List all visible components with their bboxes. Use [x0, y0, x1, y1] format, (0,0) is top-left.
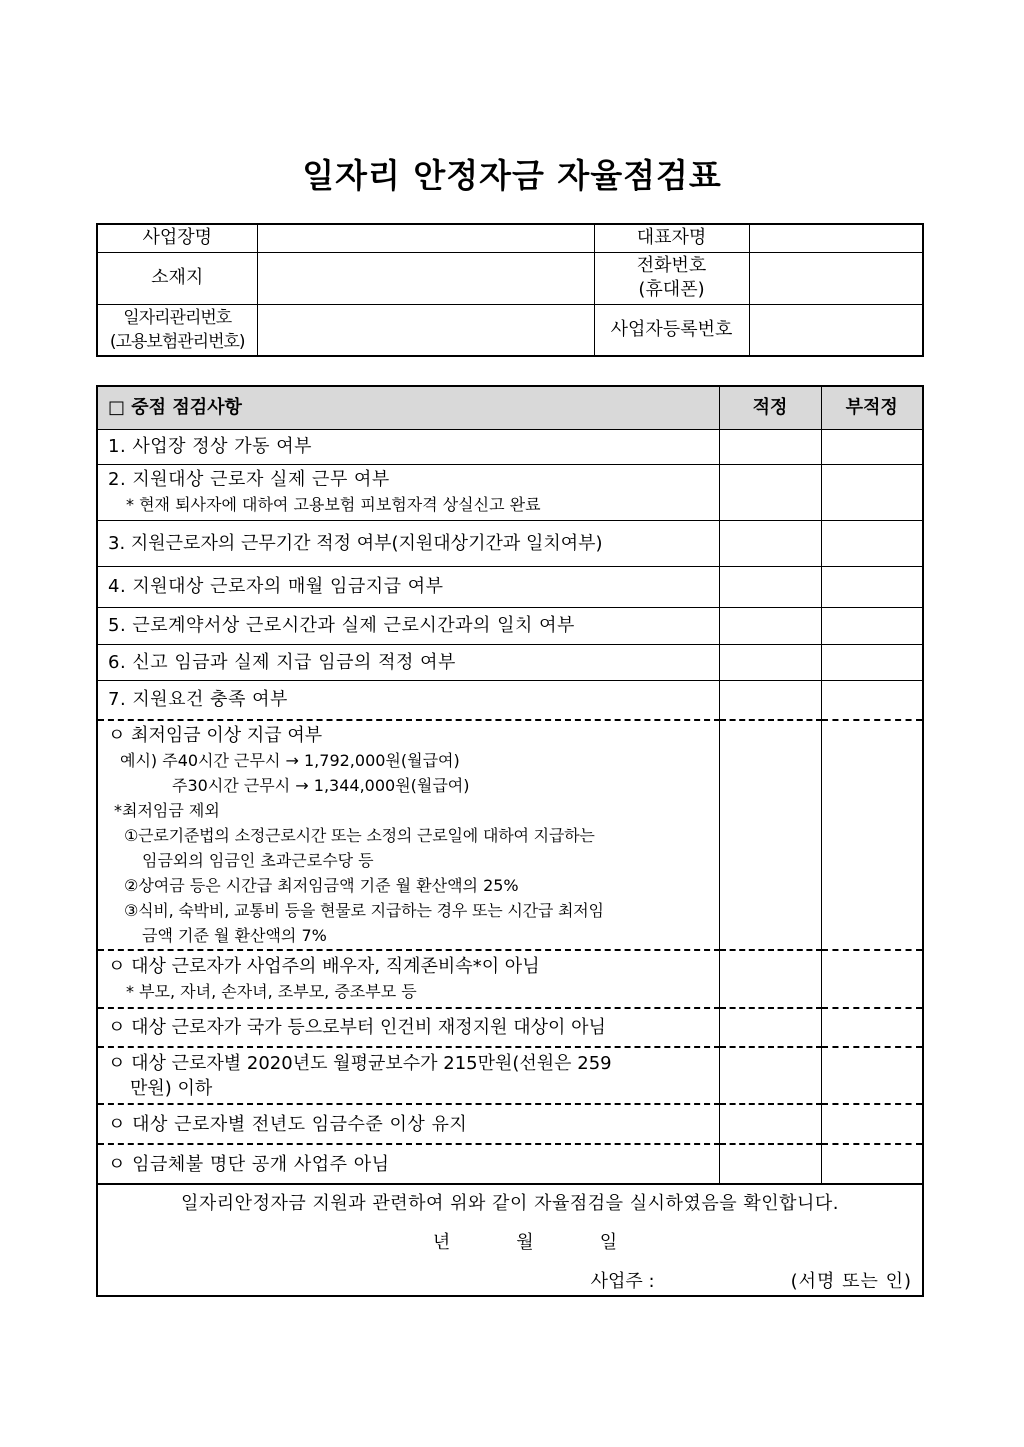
month-label: 월	[516, 1232, 534, 1253]
location-field[interactable]	[257, 252, 594, 304]
min-wage-not-ok[interactable]	[821, 720, 923, 950]
phone-label-line2: (휴대폰)	[638, 279, 705, 300]
min-wage-example-2: 주30시간 근무시 → 1,344,000원(월급여)	[172, 776, 470, 795]
avg-pay-ok[interactable]	[719, 1047, 821, 1104]
checklist-table	[96, 385, 924, 1297]
phone-label	[594, 252, 749, 304]
business-name-label: 사업장명	[97, 224, 257, 252]
biz-reg-label: 사업자등록번호	[594, 304, 749, 356]
location-label: 소재지	[97, 252, 257, 304]
avg-pay-line-2: 만원) 이하	[130, 1077, 213, 1099]
date-line	[108, 1230, 912, 1255]
signature-seal-label: (서명 또는 인)	[790, 1271, 912, 1292]
avg-pay-block	[97, 1047, 719, 1104]
job-mgmt-field[interactable]	[257, 304, 594, 356]
check-item-2	[97, 464, 719, 520]
confirmation-text: 일자리안정자금 지원과 관련하여 위와 같이 자율점검을 실시하였음을 확인합니다.	[181, 1193, 839, 1214]
check-item-6-not-ok[interactable]	[821, 644, 923, 680]
check-item-5-ok[interactable]	[719, 607, 821, 644]
check-item-5: 5. 근로계약서상 근로시간과 실제 근로시간과의 일치 여부	[97, 607, 719, 644]
gov-support-not-ok[interactable]	[821, 1008, 923, 1047]
check-item-4-not-ok[interactable]	[821, 566, 923, 607]
gov-support-ok[interactable]	[719, 1008, 821, 1047]
check-item-7-not-ok[interactable]	[821, 680, 923, 720]
business-info-table	[96, 223, 924, 357]
confirmation-section	[97, 1184, 923, 1296]
check-item-3: 3. 지원근로자의 근무기간 적정 여부(지원대상기간과 일치여부)	[97, 520, 719, 566]
wage-arrears-not-ok[interactable]	[821, 1144, 923, 1184]
biz-reg-field[interactable]	[749, 304, 923, 356]
prev-year-item: ㅇ 대상 근로자별 전년도 임금수준 이상 유지	[97, 1104, 719, 1144]
day-label: 일	[599, 1232, 618, 1253]
business-name-field[interactable]	[257, 224, 594, 252]
check-item-3-not-ok[interactable]	[821, 520, 923, 566]
check-item-4-ok[interactable]	[719, 566, 821, 607]
check-item-4: 4. 지원대상 근로자의 매월 임금지급 여부	[97, 566, 719, 607]
min-wage-exclude-3b: 금액 기준 월 환산액의 7%	[142, 926, 327, 945]
check-item-1-not-ok[interactable]	[821, 429, 923, 464]
min-wage-title: ㅇ 최저임금 이상 지급 여부	[108, 725, 323, 746]
avg-pay-line-1: ㅇ 대상 근로자별 2020년도 월평균보수가 215만원(선원은 259	[108, 1052, 612, 1074]
check-item-6-ok[interactable]	[719, 644, 821, 680]
year-label: 년	[432, 1232, 451, 1253]
job-mgmt-label	[97, 304, 257, 356]
check-item-2-note: * 현재 퇴사자에 대하여 고용보험 피보험자격 상실신고 완료	[126, 495, 541, 514]
page-title: 일자리 안정자금 자율점검표	[302, 156, 722, 195]
spouse-ok[interactable]	[719, 950, 821, 1008]
min-wage-exclude-2: ②상여금 등은 시간급 최저임금액 기준 월 환산액의 25%	[124, 876, 519, 895]
check-item-2-text: 2. 지원대상 근로자 실제 근무 여부	[108, 469, 390, 490]
representative-label: 대표자명	[594, 224, 749, 252]
min-wage-exclude-3a: ③식비, 숙박비, 교통비 등을 현물로 지급하는 경우 또는 시간급 최저임	[124, 901, 604, 920]
min-wage-exclude-1b: 임금외의 임금인 초과근로수당 등	[142, 851, 374, 870]
check-item-6: 6. 신고 임금과 실제 지급 임금의 적정 여부	[97, 644, 719, 680]
check-item-1: 1. 사업장 정상 가동 여부	[97, 429, 719, 464]
job-mgmt-label-line2: (고용보험관리번호)	[109, 331, 245, 352]
min-wage-ok[interactable]	[719, 720, 821, 950]
check-item-7: 7. 지원요건 충족 여부	[97, 680, 719, 720]
signature-line	[108, 1269, 912, 1294]
min-wage-exclude: *최저임금 제외	[114, 801, 220, 820]
min-wage-exclude-1a: ①근로기준법의 소정근로시간 또는 소정의 근로일에 대하여 지급하는	[124, 826, 595, 845]
job-mgmt-label-line1: 일자리관리번호	[123, 307, 232, 328]
check-item-2-ok[interactable]	[719, 464, 821, 520]
check-item-5-not-ok[interactable]	[821, 607, 923, 644]
spouse-block	[97, 950, 719, 1008]
owner-label: 사업주 :	[590, 1271, 655, 1292]
col-ok-header: 적정	[719, 386, 821, 429]
col-not-ok-header: 부적정	[821, 386, 923, 429]
checklist-header: □ 중점 점검사항	[97, 386, 719, 429]
spouse-not-ok[interactable]	[821, 950, 923, 1008]
wage-arrears-item: ㅇ 임금체불 명단 공개 사업주 아님	[97, 1144, 719, 1184]
check-item-1-ok[interactable]	[719, 429, 821, 464]
avg-pay-not-ok[interactable]	[821, 1047, 923, 1104]
prev-year-ok[interactable]	[719, 1104, 821, 1144]
check-item-2-not-ok[interactable]	[821, 464, 923, 520]
spouse-note: * 부모, 자녀, 손자녀, 조부모, 증조부모 등	[126, 982, 417, 1001]
representative-field[interactable]	[749, 224, 923, 252]
min-wage-example-1: 예시) 주40시간 근무시 → 1,792,000원(월급여)	[120, 751, 460, 770]
check-item-7-ok[interactable]	[719, 680, 821, 720]
check-item-3-ok[interactable]	[719, 520, 821, 566]
prev-year-not-ok[interactable]	[821, 1104, 923, 1144]
spouse-item: ㅇ 대상 근로자가 사업주의 배우자, 직계존비속*이 아님	[108, 956, 540, 977]
phone-label-line1: 전화번호	[636, 255, 707, 276]
gov-support-item: ㅇ 대상 근로자가 국가 등으로부터 인건비 재정지원 대상이 아님	[97, 1008, 719, 1047]
wage-arrears-ok[interactable]	[719, 1144, 821, 1184]
phone-field[interactable]	[749, 252, 923, 304]
min-wage-block	[97, 720, 719, 950]
